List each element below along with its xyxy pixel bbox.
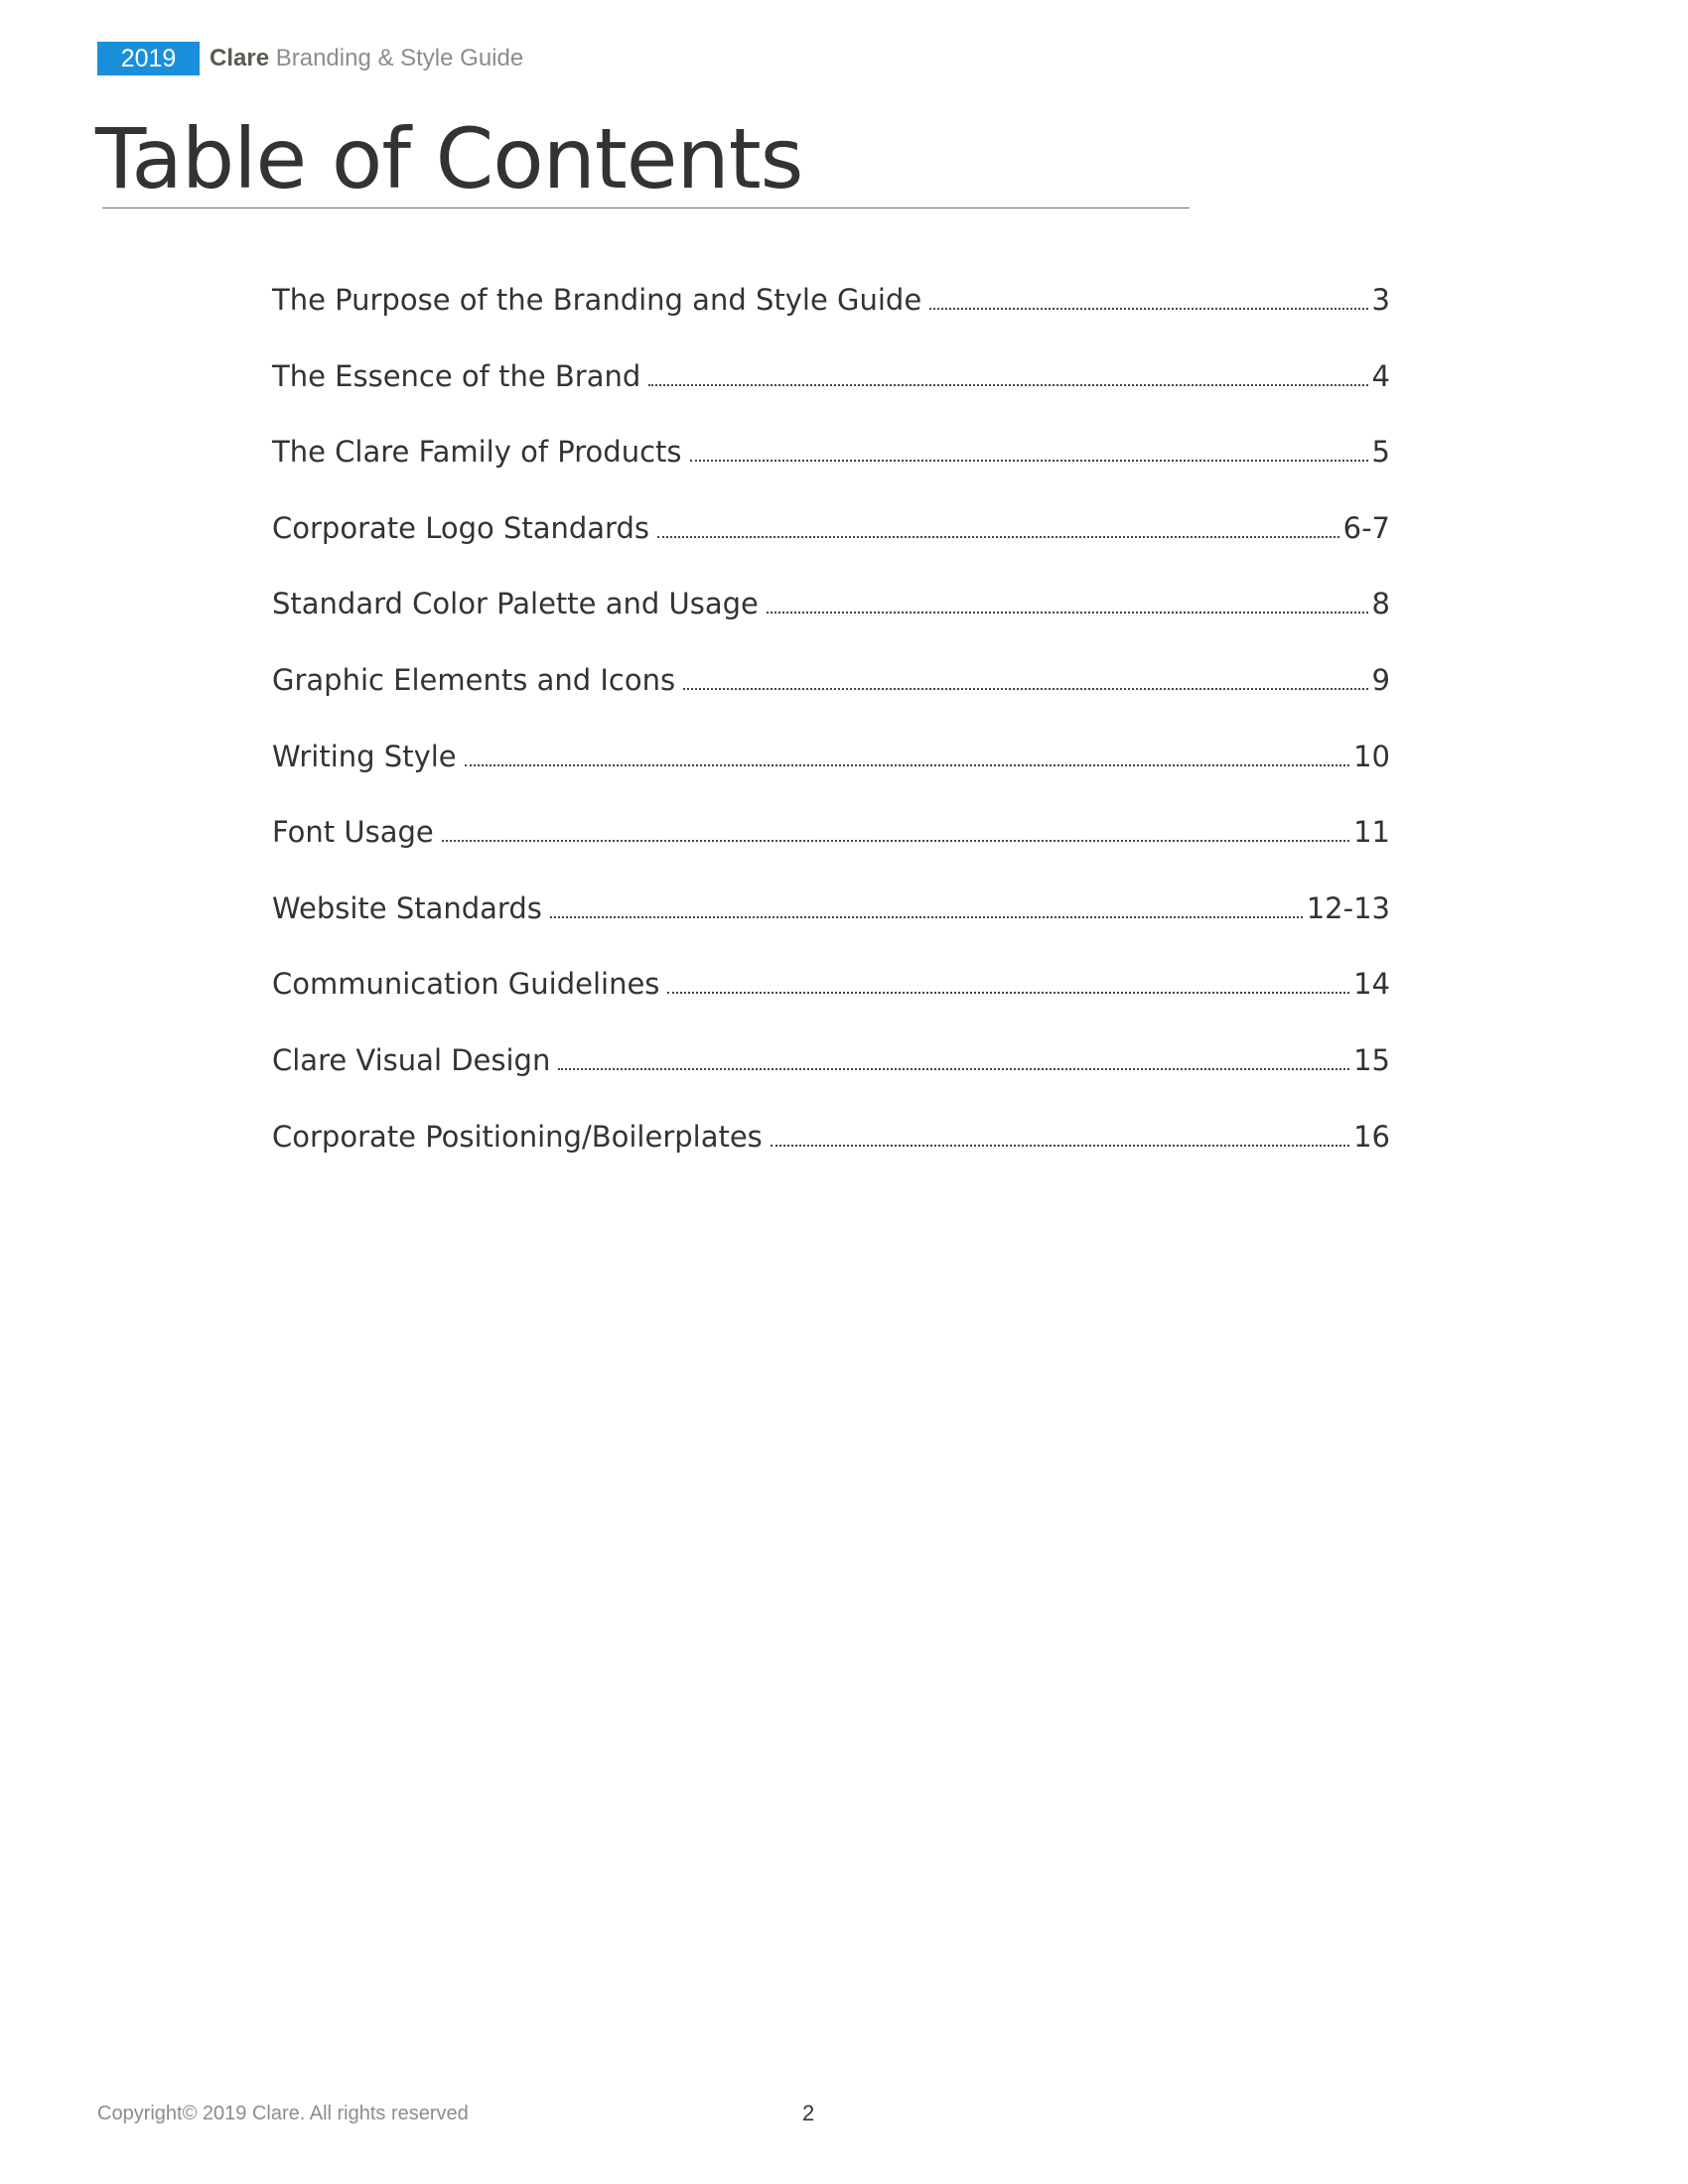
toc-entry[interactable]	[272, 815, 1390, 891]
toc-entry-title: Corporate Positioning/Boilerplates	[272, 1119, 763, 1154]
toc-entry[interactable]	[272, 1120, 1390, 1196]
toc-entry-title: Standard Color Palette and Usage	[272, 587, 759, 621]
toc-entry[interactable]	[272, 283, 1390, 359]
toc-entry-title: The Essence of the Brand	[272, 358, 641, 393]
toc-entry-page: 15	[1353, 1042, 1390, 1077]
toc-entry-page: 5	[1371, 435, 1390, 470]
footer-page-number: 2	[802, 2101, 815, 2125]
toc-leader-dots	[558, 1068, 1349, 1070]
toc-leader-dots	[465, 764, 1349, 766]
toc-entry[interactable]	[272, 1043, 1390, 1120]
toc-entry-title: Graphic Elements and Icons	[272, 662, 676, 697]
toc-entry-page: 3	[1371, 283, 1390, 317]
toc-entry-title: Communication Guidelines	[272, 967, 660, 1002]
toc-entry[interactable]	[272, 587, 1390, 663]
toc-entry-title: Website Standards	[272, 890, 542, 925]
table-of-contents	[272, 283, 1390, 1195]
title-divider	[102, 207, 1190, 208]
toc-entry-page: 12-13	[1306, 890, 1390, 925]
toc-entry[interactable]	[272, 435, 1390, 511]
toc-entry-page: 8	[1371, 587, 1390, 621]
toc-leader-dots	[550, 916, 1303, 918]
toc-entry-page: 6-7	[1342, 510, 1390, 545]
toc-entry-page: 9	[1371, 662, 1390, 697]
brand-name: Clare	[210, 45, 270, 71]
year-badge: 2019	[97, 42, 200, 75]
toc-entry-page: 10	[1353, 739, 1390, 773]
toc-leader-dots	[690, 460, 1368, 462]
toc-leader-dots	[648, 384, 1367, 386]
toc-entry[interactable]	[272, 891, 1390, 968]
page-title: Table of Contents	[95, 110, 803, 207]
toc-entry[interactable]	[272, 359, 1390, 436]
toc-leader-dots	[929, 308, 1367, 310]
footer-copyright: Copyright© 2019 Clare. All rights reserved	[97, 2103, 469, 2124]
toc-leader-dots	[657, 536, 1339, 538]
toc-leader-dots	[767, 612, 1368, 614]
toc-leader-dots	[667, 992, 1349, 994]
toc-entry[interactable]	[272, 740, 1390, 816]
document-header	[97, 42, 523, 75]
toc-entry[interactable]	[272, 663, 1390, 740]
toc-entry[interactable]	[272, 511, 1390, 588]
toc-entry-page: 11	[1353, 815, 1390, 850]
toc-entry-title: The Clare Family of Products	[272, 435, 682, 470]
brand-subtitle: Branding & Style Guide	[275, 45, 524, 71]
toc-entry-page: 4	[1371, 358, 1390, 393]
toc-entry[interactable]	[272, 967, 1390, 1043]
toc-leader-dots	[683, 688, 1367, 690]
toc-leader-dots	[442, 840, 1349, 842]
toc-entry-page: 14	[1353, 967, 1390, 1002]
brand-line	[210, 45, 523, 72]
toc-entry-title: Font Usage	[272, 815, 434, 850]
toc-entry-title: The Purpose of the Branding and Style Guide	[272, 283, 922, 317]
toc-leader-dots	[771, 1145, 1349, 1147]
toc-entry-title: Clare Visual Design	[272, 1042, 551, 1077]
toc-entry-page: 16	[1353, 1119, 1390, 1154]
toc-entry-title: Corporate Logo Standards	[272, 510, 649, 545]
toc-entry-title: Writing Style	[272, 739, 457, 773]
